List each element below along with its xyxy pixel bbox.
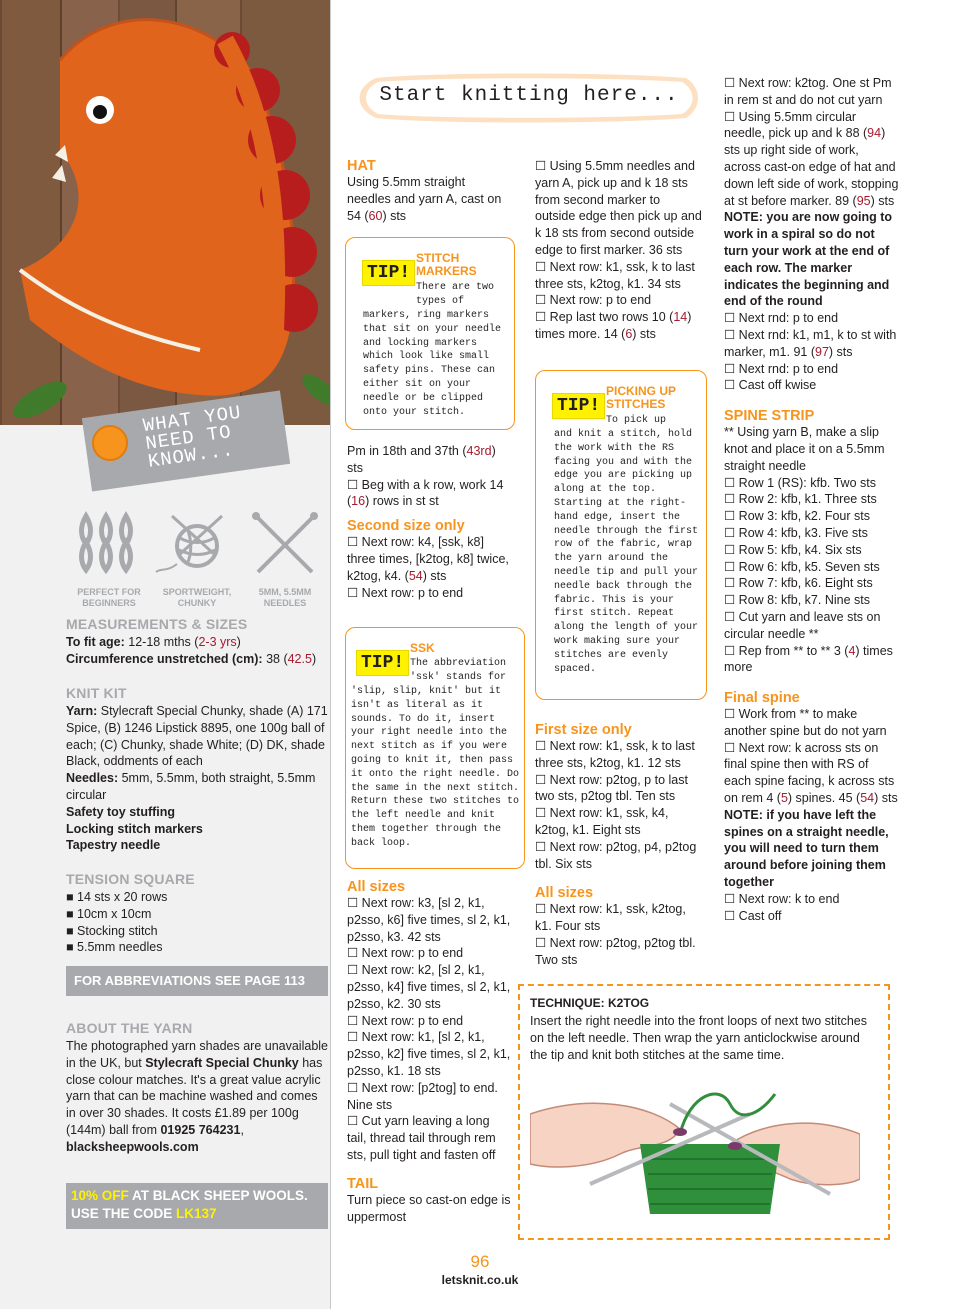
- tip-badge: TIP!: [356, 650, 409, 676]
- second-1-alt: 54: [408, 568, 423, 583]
- spiral-note: NOTE: you are now going to work in a spiral so do not turn your work at the end of each row. The marker indicates the beginning and end of the round: [724, 210, 893, 309]
- circ-alt: 42.5: [287, 651, 312, 666]
- spine-row: ☐ Row 3: kfb, k2. Four sts: [724, 509, 870, 524]
- first-size-heading: First size only: [535, 722, 632, 738]
- all-sizes-row: ☐ Next row: p to end: [347, 946, 464, 961]
- column-1-b: [347, 443, 512, 601]
- page-number: 96: [470, 1252, 490, 1271]
- beg-alt: 16: [351, 494, 366, 509]
- col3-rnd: ☐ Cast off kwise: [724, 378, 817, 393]
- first-size-row: ☐ Next row: p2tog, p to last two sts, p2tog tbl. Ten sts: [535, 772, 688, 804]
- icon-beginners: [66, 510, 152, 609]
- about-yarn-section: [66, 1020, 328, 1156]
- hat-text: [347, 174, 512, 224]
- rnd2-b: ) sts: [828, 344, 853, 359]
- icon-yarn: [152, 510, 242, 609]
- offer-bar: [66, 1183, 328, 1229]
- about-b1: Stylecraft Special Chunky: [145, 1055, 299, 1070]
- button-icon: [92, 425, 128, 461]
- col2-row: ☐ Next row: p to end: [535, 293, 652, 308]
- spine-row: ☐ Row 8: kfb, k7. Nine sts: [724, 593, 870, 608]
- tapestry-text: Tapestry needle: [66, 838, 161, 853]
- spine-strip-heading: SPINE STRIP: [724, 408, 815, 425]
- tip-badge: TIP!: [552, 393, 605, 419]
- tension-heading: TENSION SQUARE: [66, 871, 195, 887]
- spine-row: ** Using yarn B, make a slip knot and place it on a 5.5mm straight needle: [724, 425, 885, 473]
- rep-c: ) sts: [632, 326, 656, 341]
- rnd2-a: ☐ Next rnd: k1, m1, k to st with marker, m1. 91 (: [724, 327, 897, 359]
- hat-text-b: ) sts: [382, 208, 407, 223]
- about-website: blacksheepwools.com: [66, 1139, 199, 1154]
- about-t2: has close colour matches. It's a great value acrylic yarn that can be machine washed and comes in over 30 shades. It costs £1.89 per 100g (144m) ball from: [66, 1055, 323, 1137]
- offer-line-1: [71, 1187, 323, 1205]
- about-t3: ,: [240, 1122, 244, 1137]
- technique-box: [518, 984, 890, 1240]
- rep-a: ☐ Rep last two rows 10 (: [535, 310, 674, 325]
- skill-icons-row: [66, 510, 328, 610]
- yarn-ball-icon: [152, 510, 242, 576]
- col3-rnd: ☐ Next rnd: p to end: [724, 361, 839, 376]
- markers-item: [66, 821, 328, 838]
- column-2-b: [535, 722, 703, 969]
- final-row: ☐ Next row: k to end: [724, 891, 840, 906]
- spine-row: ☐ Row 6: kfb, k5. Seven sts: [724, 559, 880, 574]
- needles-icon: [242, 510, 328, 576]
- beg-b: ) rows in st st: [365, 494, 439, 509]
- first-size-row: ☐ Next row: k1, ssk, k to last three sts, k2tog, k1. 12 sts: [535, 739, 695, 770]
- offer-code: LK137: [176, 1206, 217, 1221]
- final-row: ☐ Work from ** to make another spine but do not yarn: [724, 707, 887, 738]
- tension-item: ■ 14 sts x 20 rows: [66, 890, 168, 904]
- abbreviations-bar: FOR ABBREVIATIONS SEE PAGE 113: [66, 966, 328, 996]
- pm-alt: 43rd: [466, 444, 492, 458]
- tip-ssk: [345, 627, 525, 869]
- tension-item: ■ Stocking stitch: [66, 923, 158, 938]
- col3-rnd: [724, 327, 899, 361]
- column-3: [724, 75, 899, 924]
- knit-kit-heading: KNIT KIT: [66, 685, 127, 701]
- final-2a: ☐ Next row: k across sts on final spine then with RS of each spine facing, k across sts on rem 4 (: [724, 740, 895, 806]
- knit-kit-section: [66, 685, 328, 854]
- second-1: ☐ Next row: k4, [ssk, k8] three times, [k2tog, k8] twice, k2tog, k4. (: [347, 535, 509, 583]
- col3-circ: [724, 109, 899, 210]
- tip-picking-up-stitches: [535, 370, 707, 700]
- about-t1: The photographed yarn shades are unavailable in the UK, but: [66, 1039, 328, 1070]
- column-1-c: [347, 879, 512, 1225]
- rep-alt: 14: [673, 310, 688, 325]
- all-sizes-row: ☐ Next row: k1, [sl 2, k1, p2sso, k2] five times, sl 2, k1, p2sso, k1. 18 sts: [347, 1030, 511, 1078]
- tension-item: ■ 10cm x 10cm: [66, 906, 152, 921]
- hat-alt: 60: [368, 208, 383, 223]
- tip-lead: The abbreviation 'ssk' stands for: [410, 658, 507, 683]
- circ-value: 38 (: [266, 651, 288, 666]
- all-sizes-row-2: ☐ Next row: p2tog, p2tog tbl. Two sts: [535, 935, 696, 967]
- spine-row: ☐ Row 5: kfb, k4. Six sts: [724, 542, 862, 557]
- knit-stitch-icon: [66, 510, 152, 576]
- stuffing-text: Safety toy stuffing: [66, 804, 176, 819]
- about-text: [66, 1038, 328, 1156]
- yarn-info: [66, 703, 328, 770]
- hero-photo: [0, 0, 330, 425]
- spine-row: ☐ Row 2: kfb, k1. Three sts: [724, 492, 877, 507]
- rnd2-alt: 97: [815, 344, 829, 359]
- pm-text: [347, 443, 512, 477]
- circ-alt2: 95: [856, 193, 871, 208]
- all-sizes-row: ☐ Next row: k2, [sl 2, k1, p2sso, k4] five times, sl 2, k1, p2sso, k2. 30 sts: [347, 963, 511, 1011]
- tip-stitch-markers: [345, 237, 515, 430]
- tension-text: 10cm x 10cm: [77, 906, 152, 921]
- circ-c: ) sts: [870, 193, 895, 208]
- pm-b: ) sts: [347, 444, 496, 475]
- fit-age: [66, 634, 328, 651]
- spine-rep-a: ☐ Rep from ** to ** 3 (: [724, 643, 849, 658]
- column-1: [347, 158, 512, 224]
- tension-text: Stocking stitch: [77, 923, 158, 938]
- tip-title: PICKING UP STITCHES: [606, 384, 676, 411]
- spine-row: ☐ Row 1 (RS): kfb. Two sts: [724, 475, 876, 490]
- column-divider: [330, 0, 331, 1309]
- first-size-row: ☐ Next row: p2tog, p4, p2tog tbl. Six sts: [535, 839, 697, 871]
- rep-b: ) times more. 14 (: [535, 310, 692, 341]
- hat-text-a: Using 5.5mm straight needles and yarn A, cast on 54 (: [347, 175, 502, 223]
- final-2alt2: 54: [860, 791, 875, 806]
- fit-close: ): [236, 635, 241, 649]
- first-size-row: ☐ Next row: k1, ssk, k4, k2tog, k1. Eight sts: [535, 806, 669, 837]
- circ-close: ): [311, 651, 317, 666]
- stuffing-item: [66, 804, 328, 821]
- tip-title: SSK: [410, 641, 435, 655]
- icon-needles: [242, 510, 328, 609]
- beg-a: ☐ Beg with a k row, work 14 (: [347, 477, 504, 509]
- yarn-text: Stylecraft Special Chunky, shade (A) 171 Spice, (B) 1246 Lipstick 8895, one 100g ball of each; (C) Chunky, shade White; (D) DK, shade Black, oddments of each: [66, 704, 328, 769]
- tip-badge: TIP!: [362, 260, 415, 286]
- needles-label: Needles:: [66, 771, 119, 786]
- icon-label: PERFECT FOR BEGINNERS: [77, 587, 141, 608]
- tension-section: [66, 871, 328, 956]
- start-knitting-text: Start knitting here...: [379, 84, 679, 107]
- needles-text: 5mm, 5.5mm, both straight, 5.5mm circular: [66, 771, 316, 802]
- circ-alt: 94: [867, 126, 882, 141]
- all-sizes-heading: All sizes: [347, 879, 406, 895]
- all-sizes-row: ☐ Next row: k3, [sl 2, k1, p2sso, k6] five times, sl 2, k1, p2sso, k3. 42 sts: [347, 896, 511, 944]
- fit-label: To fit age:: [66, 635, 125, 649]
- tip-body: and knit a stitch, hold the work with the RS facing you and with the edge you are picking up along at the top. Starting at the right-hand edge, insert the needle through the first row of the fabric, wrap the yarn around the needle tip and pull your needle back through the fabric. This is your first stitch. Repeat along the length of your work making sure your stitches are evenly spaced.: [554, 429, 699, 675]
- tip-lead: There are two types of: [416, 282, 495, 307]
- footer-url: letsknit.co.uk: [441, 1273, 519, 1287]
- k2tog-illustration: [530, 1074, 860, 1224]
- final-2alt: 5: [780, 791, 788, 806]
- spine-rep-alt: 4: [848, 643, 856, 658]
- yarn-label: Yarn:: [66, 704, 98, 718]
- technique-heading: TECHNIQUE: K2TOG: [530, 996, 650, 1010]
- final-note: NOTE: if you have left the spines on a straight needle, you will need to turn them around before joining them together: [724, 807, 889, 890]
- offer-line-2: [71, 1205, 323, 1223]
- final-row: [724, 740, 899, 807]
- all-sizes-row: ☐ Cut yarn leaving a long tail, thread tail through rem sts, pull tight and fasten off: [347, 1114, 496, 1162]
- markers-text: Locking stitch markers: [66, 821, 203, 836]
- technique-text: Insert the right needle into the front loops of next two stitches on the left needle. Then wrap the yarn anticlockwise around the tip and knit both stitches at the same time.: [530, 1014, 867, 1062]
- spine-rep: [724, 643, 899, 677]
- column-2: [535, 158, 703, 343]
- about-heading: ABOUT THE YARN: [66, 1020, 193, 1036]
- icon-label: 5MM, 5.5MM NEEDLES: [258, 587, 312, 608]
- final-2b: ) spines. 45 (: [787, 791, 861, 806]
- icon-label: SPORTWEIGHT, CHUNKY: [162, 587, 232, 608]
- offer-store: AT BLACK SHEEP WOOLS.: [128, 1188, 308, 1203]
- final-row: ☐ Cast off: [724, 908, 782, 923]
- fit-value: 12-18 mths (: [128, 635, 199, 649]
- pm-a: Pm in 18th and 37th (: [347, 444, 467, 458]
- col2-row: ☐ Next row: k1, ssk, k to last three sts, k2tog, k1. 34 sts: [535, 259, 695, 291]
- measurements-heading: MEASUREMENTS & SIZES: [66, 616, 248, 632]
- spine-row: ☐ Row 4: kfb, k3. Five sts: [724, 525, 868, 540]
- spine-rep-b: ) times more: [724, 643, 893, 675]
- all-sizes-heading-2: All sizes: [535, 885, 594, 902]
- tension-text: 14 sts x 20 rows: [77, 890, 168, 904]
- rep-alt2: 6: [625, 326, 633, 341]
- start-knitting-banner: [356, 70, 702, 126]
- offer-code-label: USE THE CODE: [71, 1206, 177, 1221]
- col3-rnd: ☐ Next rnd: p to end: [724, 311, 839, 326]
- tail-heading: TAIL: [347, 1175, 379, 1192]
- circ-a: ☐ Using 5.5mm circular needle, pick up and k 88 (: [724, 109, 868, 141]
- circ-b: ) sts up right side of work, across cast-on edge of hat and down left side of work, stopping at st before marker. 89 (: [724, 126, 899, 208]
- final-2c: ) sts: [874, 791, 898, 806]
- col3-row: ☐ Next row: k2tog. One st Pm in rem st and do not cut yarn: [724, 76, 892, 107]
- about-phone: 01925 764231: [160, 1122, 241, 1137]
- final-spine-heading: Final spine: [724, 690, 800, 707]
- all-sizes-row: ☐ Next row: [p2tog] to end. Nine sts: [347, 1080, 498, 1112]
- spine-row: ☐ Row 7: kfb, k6. Eight sts: [724, 576, 873, 591]
- dinosaur-hat-illustration: [0, 0, 330, 425]
- tip-body: markers, ring markers that sit on your needle and locking markers which look like small safety pins. These can either sit on your needle or be clipped onto your stitch.: [363, 310, 502, 418]
- fit-alt: 2-3 yrs: [198, 635, 237, 649]
- col2-rep: [535, 309, 703, 343]
- circ-label: Circumference unstretched (cm):: [66, 651, 263, 666]
- second-1-end: ) sts: [422, 568, 447, 583]
- tension-text: 5.5mm needles: [77, 940, 163, 955]
- tip-body: 'slip, slip, knit' but it isn't as literal as it sounds. To do it, insert your right needle into the next stitch as if you were going to knit it, then pass it onto the right needle. Do the same in the next stitch. Return these two stitches to the left needle and knit them together through the back loop.: [351, 686, 520, 849]
- tip-lead: To pick up: [606, 415, 667, 426]
- all-sizes-row: ☐ Next row: p to end: [347, 1013, 464, 1028]
- hat-heading: HAT: [347, 158, 376, 174]
- tail-text: Turn piece so cast-on edge is uppermost: [347, 1192, 511, 1224]
- tapestry-item: [66, 837, 328, 854]
- offer-discount: 10% OFF: [71, 1188, 129, 1203]
- second-size-heading: Second size only: [347, 518, 465, 535]
- measurements-section: [66, 616, 328, 668]
- spine-row: ☐ Cut yarn and leave sts on circular needle **: [724, 609, 881, 641]
- what-you-need-heading: WHAT YOU NEED TO KNOW...: [141, 401, 243, 473]
- beg-text: [347, 477, 512, 511]
- needles-info: [66, 770, 328, 804]
- tension-item: ■ 5.5mm needles: [66, 940, 163, 955]
- second-size-row-1: [347, 534, 512, 584]
- tip-title: STITCH MARKERS: [416, 251, 477, 278]
- second-size-row-2: ☐ Next row: p to end: [347, 585, 464, 600]
- all-sizes-row-2: ☐ Next row: k1, ssk, k2tog, k1. Four sts: [535, 902, 686, 934]
- col2-row: ☐ Using 5.5mm needles and yarn A, pick up and k 18 sts from second marker to outside edge then pick up and k 18 sts from second outside edge to first marker. 36 sts: [535, 159, 702, 257]
- circumference: [66, 651, 328, 668]
